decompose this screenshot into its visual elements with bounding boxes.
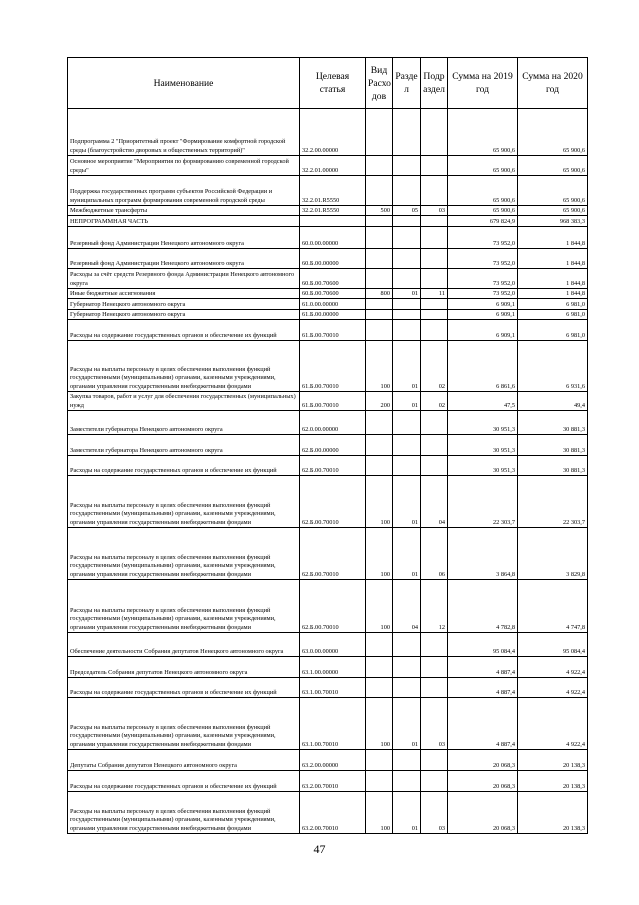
header-sum-2019: Сумма на 2019 год — [448, 58, 518, 109]
cell-target-article: 61.Б.00.70010 — [300, 341, 366, 392]
cell-name: Расходы на содержание государственных органов и обеспечение их функций — [68, 771, 300, 792]
cell-expense-type: 100 — [366, 698, 393, 750]
table-row — [68, 320, 588, 341]
cell-target-article: 62.Б.00.70010 — [300, 476, 366, 528]
cell-target-article: 61.Б.00.00000 — [300, 310, 366, 320]
cell-sum-2020: 65 900,6 — [518, 176, 588, 206]
cell-section: 01 — [393, 528, 421, 580]
cell-section — [393, 633, 421, 657]
cell-expense-type: 100 — [366, 476, 393, 528]
cell-name: Обеспечение деятельности Собрания депутатов Ненецкого автономного округа — [68, 633, 300, 657]
cell-sum-2019: 679 824,9 — [448, 216, 518, 227]
cell-sum-2020: 6 981,0 — [518, 320, 588, 341]
cell-section — [393, 109, 421, 156]
cell-name: Расходы на содержание государственных органов и обеспечение их функций — [68, 456, 300, 476]
cell-section: 01 — [393, 341, 421, 392]
cell-expense-type: 100 — [366, 792, 393, 834]
table-row — [68, 698, 588, 750]
cell-sum-2019: 65 900,6 — [448, 206, 518, 216]
cell-expense-type: 100 — [366, 341, 393, 392]
cell-subsection — [421, 176, 448, 206]
cell-sum-2019: 6 909,1 — [448, 320, 518, 341]
cell-expense-type: 200 — [366, 392, 393, 411]
cell-sum-2020: 6 981,0 — [518, 299, 588, 310]
cell-sum-2020: 30 881,3 — [518, 411, 588, 435]
cell-subsection — [421, 227, 448, 249]
cell-subsection: 02 — [421, 392, 448, 411]
cell-sum-2019: 6 909,1 — [448, 299, 518, 310]
cell-subsection — [421, 249, 448, 269]
cell-target-article: 63.2.00.70010 — [300, 771, 366, 792]
cell-name: Заместители губернатора Ненецкого автономного округа — [68, 435, 300, 456]
table-row — [68, 657, 588, 678]
cell-name: Поддержка государственных программ субъектов Российской Федерации и муниципальных программ формирования современной городской среды — [68, 176, 300, 206]
cell-sum-2020: 20 138,3 — [518, 750, 588, 771]
cell-expense-type: 100 — [366, 580, 393, 633]
cell-name: Расходы на выплаты персоналу в целях обеспечения выполнения функций государственными (муниципальными) органами, казенными учреждениями, органами управления государственными внебюджетными фондами — [68, 580, 300, 633]
table-row — [68, 289, 588, 299]
cell-target-article: 63.1.00.00000 — [300, 657, 366, 678]
cell-subsection — [421, 299, 448, 310]
cell-name: Расходы на выплаты персоналу в целях обеспечения выполнения функций государственными (муниципальными) органами, казенными учреждениями, органами управления государственными внебюджетными фондами — [68, 341, 300, 392]
table-row — [68, 310, 588, 320]
cell-target-article: 61.Б.00.70010 — [300, 392, 366, 411]
table-row — [68, 678, 588, 698]
cell-subsection: 11 — [421, 289, 448, 299]
cell-sum-2019: 20 068,3 — [448, 750, 518, 771]
cell-sum-2019: 73 952,0 — [448, 289, 518, 299]
cell-sum-2019: 20 068,3 — [448, 792, 518, 834]
cell-target-article: 63.1.00.70010 — [300, 678, 366, 698]
cell-sum-2019: 95 084,4 — [448, 633, 518, 657]
cell-sum-2019: 4 782,8 — [448, 580, 518, 633]
cell-sum-2020: 4 922,4 — [518, 698, 588, 750]
cell-expense-type — [366, 249, 393, 269]
table-row — [68, 750, 588, 771]
cell-section — [393, 216, 421, 227]
cell-sum-2020: 20 138,3 — [518, 771, 588, 792]
cell-name: Расходы на выплаты персоналу в целях обеспечения выполнения функций государственными (муниципальными) органами, казенными учреждениями, органами управления государственными внебюджетными фондами — [68, 698, 300, 750]
table-row — [68, 176, 588, 206]
cell-sum-2020: 20 138,3 — [518, 792, 588, 834]
cell-sum-2020: 65 900,6 — [518, 156, 588, 176]
cell-section — [393, 299, 421, 310]
page-number: 47 — [313, 842, 326, 856]
cell-sum-2020: 6 981,0 — [518, 310, 588, 320]
cell-sum-2020: 49,4 — [518, 392, 588, 411]
cell-section — [393, 657, 421, 678]
table-row — [68, 299, 588, 310]
cell-subsection — [421, 771, 448, 792]
cell-target-article: 62.Б.00.70010 — [300, 456, 366, 476]
cell-target-article: 60.0.00.00000 — [300, 227, 366, 249]
cell-name: Депутаты Собрания депутатов Ненецкого автономного округа — [68, 750, 300, 771]
cell-name: Председатель Собрания депутатов Ненецкого автономного округа — [68, 657, 300, 678]
budget-table — [67, 57, 588, 834]
cell-section — [393, 249, 421, 269]
cell-target-article: 63.0.00.00000 — [300, 633, 366, 657]
cell-sum-2020: 65 900,6 — [518, 206, 588, 216]
table-row — [68, 411, 588, 435]
cell-section — [393, 411, 421, 435]
cell-subsection — [421, 678, 448, 698]
cell-expense-type — [366, 678, 393, 698]
cell-expense-type: 100 — [366, 528, 393, 580]
cell-name: Заместители губернатора Ненецкого автономного округа — [68, 411, 300, 435]
cell-sum-2019: 30 951,3 — [448, 435, 518, 456]
cell-expense-type — [366, 411, 393, 435]
cell-expense-type — [366, 156, 393, 176]
cell-target-article: 61.0.00.00000 — [300, 299, 366, 310]
cell-subsection — [421, 456, 448, 476]
cell-sum-2019: 65 900,6 — [448, 176, 518, 206]
cell-sum-2019: 4 887,4 — [448, 657, 518, 678]
cell-sum-2020: 3 829,8 — [518, 528, 588, 580]
cell-sum-2020: 95 084,4 — [518, 633, 588, 657]
cell-section: 01 — [393, 392, 421, 411]
cell-sum-2020: 1 844,8 — [518, 289, 588, 299]
cell-subsection: 02 — [421, 341, 448, 392]
cell-expense-type — [366, 109, 393, 156]
cell-section: 05 — [393, 206, 421, 216]
cell-section — [393, 227, 421, 249]
header-target-article: Целевая статья — [300, 58, 366, 109]
cell-sum-2020: 30 881,3 — [518, 435, 588, 456]
table-row — [68, 216, 588, 227]
cell-name: НЕПРОГРАММНАЯ ЧАСТЬ — [68, 216, 300, 227]
cell-subsection: 06 — [421, 528, 448, 580]
cell-subsection — [421, 411, 448, 435]
cell-target-article: 60.Б.00.00000 — [300, 249, 366, 269]
cell-subsection: 03 — [421, 792, 448, 834]
cell-expense-type — [366, 310, 393, 320]
table-row — [68, 227, 588, 249]
cell-sum-2020: 4 922,4 — [518, 678, 588, 698]
cell-name: Расходы за счёт средств Резервного фонда Администрации Ненецкого автономного округа — [68, 269, 300, 289]
cell-sum-2019: 73 952,0 — [448, 249, 518, 269]
cell-section — [393, 269, 421, 289]
cell-name: Расходы на выплаты персоналу в целях обеспечения выполнения функций государственными (муниципальными) органами, казенными учреждениями, органами управления государственными внебюджетными фондами — [68, 528, 300, 580]
cell-name: Расходы на выплаты персоналу в целях обеспечения выполнения функций государственными (муниципальными) органами, казенными учреждениями, органами управления государственными внебюджетными фондами — [68, 476, 300, 528]
cell-sum-2020: 30 881,3 — [518, 456, 588, 476]
cell-expense-type — [366, 435, 393, 456]
table-row — [68, 435, 588, 456]
cell-sum-2020: 65 900,6 — [518, 109, 588, 156]
cell-subsection — [421, 109, 448, 156]
cell-sum-2019: 65 900,6 — [448, 109, 518, 156]
cell-sum-2019: 3 864,8 — [448, 528, 518, 580]
table-row — [68, 633, 588, 657]
cell-subsection — [421, 216, 448, 227]
cell-expense-type — [366, 299, 393, 310]
cell-name: Резервный фонд Администрации Ненецкого автономного округа — [68, 249, 300, 269]
cell-expense-type — [366, 456, 393, 476]
cell-name: Расходы на выплаты персоналу в целях обеспечения выполнения функций государственными (муниципальными) органами, казенными учреждениями, органами управления государственными внебюджетными фондами — [68, 792, 300, 834]
table-row — [68, 341, 588, 392]
cell-name: Подпрограмма 2 "Приоритетный проект "Формирование комфортной городской среды (благоустройство дворовых и общественных территорий)" — [68, 109, 300, 156]
cell-subsection — [421, 320, 448, 341]
cell-name: Основное мероприятие "Мероприятия по формированию современной городской среды" — [68, 156, 300, 176]
header-expense-type: Вид Расхо дов — [366, 58, 393, 109]
cell-expense-type — [366, 771, 393, 792]
cell-sum-2019: 47,5 — [448, 392, 518, 411]
cell-name: Расходы на содержание государственных органов и обеспечение их функций — [68, 320, 300, 341]
cell-section — [393, 176, 421, 206]
header-section: Разде л — [393, 58, 421, 109]
cell-sum-2019: 4 887,4 — [448, 698, 518, 750]
cell-target-article: 63.2.00.00000 — [300, 750, 366, 771]
cell-expense-type — [366, 227, 393, 249]
cell-target-article: 63.1.00.70010 — [300, 698, 366, 750]
cell-sum-2019: 22 303,7 — [448, 476, 518, 528]
table-row — [68, 269, 588, 289]
cell-section — [393, 678, 421, 698]
cell-target-article: 32.2.00.00000 — [300, 109, 366, 156]
cell-expense-type — [366, 176, 393, 206]
cell-target-article: 32.2.01.00000 — [300, 156, 366, 176]
header-sum-2020: Сумма на 2020 год — [518, 58, 588, 109]
cell-sum-2019: 6 909,1 — [448, 310, 518, 320]
cell-sum-2019: 73 952,0 — [448, 269, 518, 289]
cell-name: Расходы на содержание государственных органов и обеспечение их функций — [68, 678, 300, 698]
cell-subsection — [421, 310, 448, 320]
cell-section: 01 — [393, 476, 421, 528]
cell-section — [393, 320, 421, 341]
cell-target-article — [300, 216, 366, 227]
cell-name: Иные бюджетные ассигнования — [68, 289, 300, 299]
cell-target-article: 62.0.00.00000 — [300, 411, 366, 435]
cell-sum-2019: 30 951,3 — [448, 456, 518, 476]
table-row — [68, 528, 588, 580]
cell-subsection: 12 — [421, 580, 448, 633]
table-row — [68, 249, 588, 269]
cell-subsection: 03 — [421, 206, 448, 216]
cell-section — [393, 771, 421, 792]
table-row — [68, 392, 588, 411]
cell-target-article: 32.2.01.R5550 — [300, 206, 366, 216]
cell-expense-type — [366, 320, 393, 341]
cell-expense-type: 800 — [366, 289, 393, 299]
cell-target-article: 63.2.00.70010 — [300, 792, 366, 834]
cell-subsection — [421, 269, 448, 289]
cell-subsection: 03 — [421, 698, 448, 750]
cell-subsection — [421, 633, 448, 657]
cell-target-article: 62.Б.00.70010 — [300, 528, 366, 580]
cell-sum-2019: 73 952,0 — [448, 227, 518, 249]
cell-section — [393, 456, 421, 476]
header-name: Наименование — [68, 58, 300, 109]
cell-sum-2020: 1 844,8 — [518, 249, 588, 269]
cell-sum-2020: 4 922,4 — [518, 657, 588, 678]
cell-section — [393, 435, 421, 456]
cell-subsection — [421, 435, 448, 456]
cell-name: Межбюджетные трансферты — [68, 206, 300, 216]
table-row — [68, 476, 588, 528]
cell-name: Губернатор Ненецкого автономного округа — [68, 310, 300, 320]
cell-expense-type — [366, 269, 393, 289]
cell-section — [393, 156, 421, 176]
cell-sum-2020: 1 844,8 — [518, 227, 588, 249]
cell-target-article: 32.2.01.R5550 — [300, 176, 366, 206]
table-header — [68, 58, 588, 109]
cell-expense-type: 500 — [366, 206, 393, 216]
cell-section: 01 — [393, 792, 421, 834]
cell-sum-2020: 4 747,8 — [518, 580, 588, 633]
cell-sum-2020: 6 931,6 — [518, 341, 588, 392]
cell-sum-2019: 30 951,3 — [448, 411, 518, 435]
cell-expense-type — [366, 657, 393, 678]
cell-subsection — [421, 657, 448, 678]
table-row — [68, 456, 588, 476]
cell-section: 01 — [393, 289, 421, 299]
header-subsection: Подр аздел — [421, 58, 448, 109]
cell-target-article: 62.Б.00.70010 — [300, 580, 366, 633]
table-row — [68, 206, 588, 216]
table-row — [68, 771, 588, 792]
cell-sum-2019: 20 068,3 — [448, 771, 518, 792]
cell-sum-2019: 65 900,6 — [448, 156, 518, 176]
cell-section: 01 — [393, 698, 421, 750]
cell-subsection — [421, 750, 448, 771]
cell-name: Резервный фонд Администрации Ненецкого автономного округа — [68, 227, 300, 249]
cell-target-article: 61.Б.00.70010 — [300, 320, 366, 341]
cell-expense-type — [366, 216, 393, 227]
cell-sum-2020: 1 844,8 — [518, 269, 588, 289]
cell-subsection — [421, 156, 448, 176]
cell-section — [393, 750, 421, 771]
cell-target-article: 62.Б.00.00000 — [300, 435, 366, 456]
cell-sum-2020: 968 383,3 — [518, 216, 588, 227]
table-row — [68, 156, 588, 176]
cell-sum-2020: 22 303,7 — [518, 476, 588, 528]
cell-expense-type — [366, 750, 393, 771]
cell-sum-2019: 6 861,6 — [448, 341, 518, 392]
cell-expense-type — [366, 633, 393, 657]
cell-section: 04 — [393, 580, 421, 633]
cell-subsection: 04 — [421, 476, 448, 528]
cell-name: Закупка товаров, работ и услуг для обеспечения государственных (муниципальных) нужд — [68, 392, 300, 411]
cell-sum-2019: 4 887,4 — [448, 678, 518, 698]
cell-name: Губернатор Ненецкого автономного округа — [68, 299, 300, 310]
table-row — [68, 109, 588, 156]
cell-section — [393, 310, 421, 320]
table-row — [68, 792, 588, 834]
cell-target-article: 60.Б.00.70600 — [300, 289, 366, 299]
cell-target-article: 60.Б.00.70600 — [300, 269, 366, 289]
table-row — [68, 580, 588, 633]
